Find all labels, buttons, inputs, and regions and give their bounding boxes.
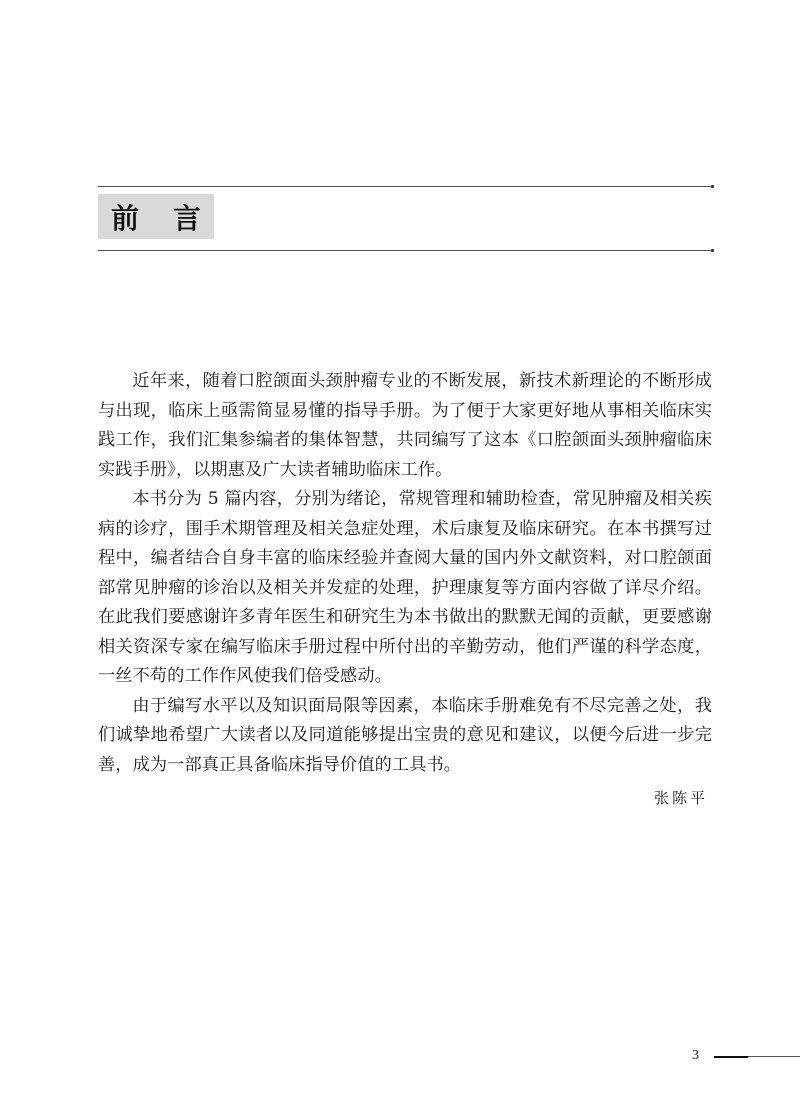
section-heading-box: [98, 194, 214, 239]
rule-end-dot: [711, 185, 714, 188]
paragraph: 近年来，随着口腔颌面头颈肿瘤专业的不断发展，新技术新理论的不断形成与出现，临床上亟需简显易懂的指导手册。为了便于大家更好地从事相关临床实践工作，我们汇集参编者的集体智慧，共同编写了这本《口腔颌面头颈肿瘤临床实践手册》，以期惠及广大读者辅助临床工作。: [98, 371, 712, 480]
heading-bottom-rule: [98, 250, 712, 251]
paragraph: 本书分为 5 篇内容，分别为绪论，常规管理和辅助检查，常见肿瘤及相关疾病的诊疗，围手术期管理及相关急症处理，术后康复及临床研究。在本书撰写过程中，编者结合自身丰富的临床经验并查阅大量的国内外文献资料，对口腔颌面部常见肿瘤的诊治以及相关并发症的处理，护理康复等方面内容做了详尽介绍。在此我们要感谢许多青年医生和研究生为本书做出的默默无闻的贡献，更要感谢相关资深专家在编写临床手册过程中所付出的辛勤劳动，他们严谨的科学态度，一丝不苟的工作作风使我们倍受感动。: [98, 489, 712, 686]
author-signature: 张陈平: [653, 789, 708, 807]
section-heading: 前 言: [111, 201, 213, 235]
heading-top-rule: [98, 186, 712, 187]
paragraph: 由于编写水平以及知识面局限等因素，本临床手册难免有不尽完善之处，我们诚挚地希望广大读者以及同道能够提出宝贵的意见和建议，以便今后进一步完善，成为一部真正具备临床指导价值的工具书。: [98, 695, 712, 775]
footer-rule-thin: [748, 1056, 800, 1057]
preface-body: [98, 367, 712, 780]
footer-rule-thick: [714, 1056, 748, 1058]
rule-end-dot: [711, 249, 714, 252]
page-number: 3: [692, 1048, 699, 1063]
